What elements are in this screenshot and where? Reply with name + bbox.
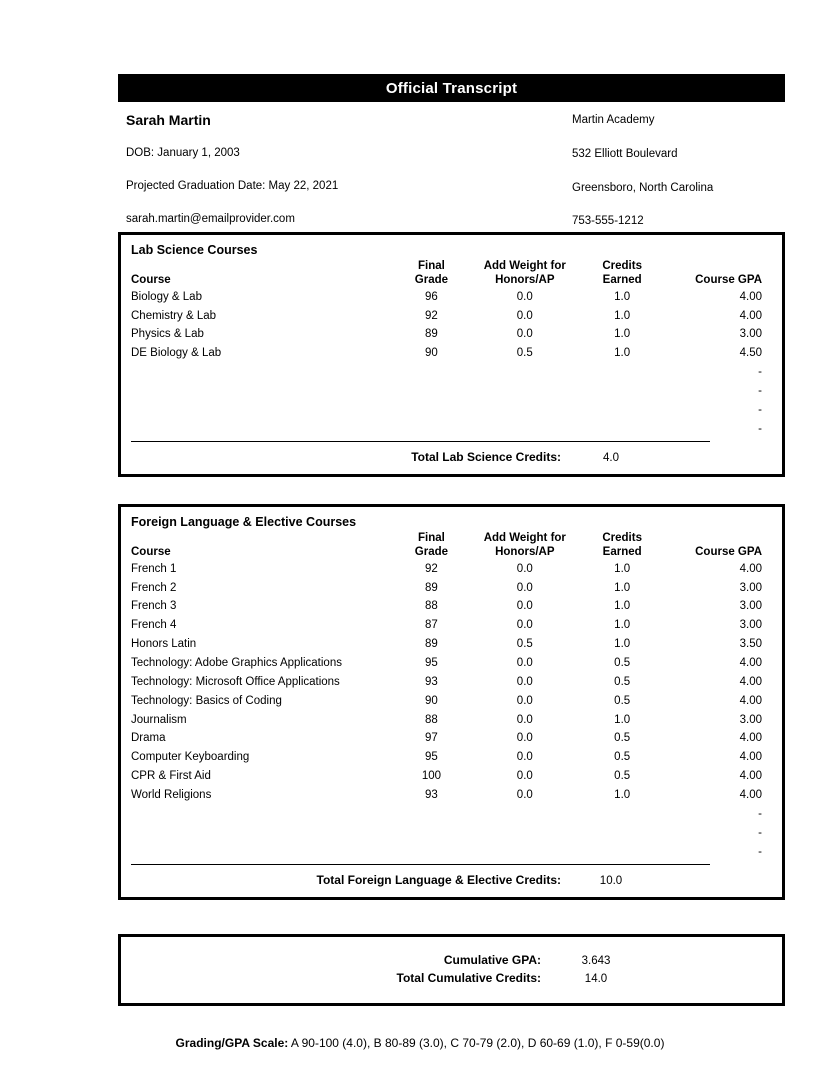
cell-course-gpa: 3.00 xyxy=(739,713,762,726)
column-header-add-weight-line1: Add Weight for xyxy=(483,532,566,544)
cell-credits-earned: 1.0 xyxy=(614,290,631,303)
cell-course: DE Biology & Lab xyxy=(131,347,222,360)
course-table xyxy=(131,259,772,439)
cell-course-gpa: 3.00 xyxy=(739,600,762,613)
table-row xyxy=(131,843,772,862)
cell-add-weight xyxy=(467,824,582,843)
cell-credits-earned xyxy=(582,401,662,420)
cell-final-grade: 93 xyxy=(425,789,438,802)
cell-credits-earned: 1.0 xyxy=(614,581,631,594)
cell-course-gpa: 4.00 xyxy=(739,675,762,688)
section-total-value: 4.0 xyxy=(603,451,619,464)
section-total-row xyxy=(131,865,772,891)
cumulative-gpa-row xyxy=(121,951,782,969)
cell-course: Journalism xyxy=(131,713,187,726)
column-header-final-grade-line1: Final xyxy=(417,260,445,272)
cell-final-grade: 89 xyxy=(425,581,438,594)
cell-add-weight: 0.0 xyxy=(516,751,533,764)
cell-course: Biology & Lab xyxy=(131,290,202,303)
cell-add-weight: 0.0 xyxy=(516,309,533,322)
section-title: Foreign Language & Elective Courses xyxy=(131,515,357,529)
cell-final-grade: 93 xyxy=(425,675,438,688)
cell-credits-earned: 1.0 xyxy=(614,328,631,341)
cell-course: Physics & Lab xyxy=(131,328,204,341)
student-dob: DOB: January 1, 2003 xyxy=(126,147,240,159)
table-row xyxy=(131,692,772,711)
table-row xyxy=(131,786,772,805)
course-table-body xyxy=(131,560,772,862)
table-row xyxy=(131,560,772,579)
cell-final-grade xyxy=(395,805,467,824)
cell-credits-earned: 0.5 xyxy=(614,694,631,707)
column-header-add-weight xyxy=(467,259,582,288)
cell-credits-earned: 1.0 xyxy=(614,619,631,632)
course-table xyxy=(131,531,772,862)
total-credits-label: Total Cumulative Credits: xyxy=(396,971,541,985)
cell-final-grade xyxy=(395,401,467,420)
table-row xyxy=(131,673,772,692)
cell-course: Honors Latin xyxy=(131,638,197,651)
table-row xyxy=(131,363,772,382)
table-header-row xyxy=(131,259,772,288)
cell-course xyxy=(131,420,395,439)
column-header-course-gpa-label: Course GPA xyxy=(695,546,762,559)
cumulative-gpa-value: 3.643 xyxy=(581,955,611,967)
cell-course-gpa: - xyxy=(758,366,762,379)
grading-scale-label: Grading/GPA Scale: xyxy=(175,1036,289,1050)
cell-course-gpa: - xyxy=(758,422,762,435)
column-header-credits-line2: Earned xyxy=(602,274,642,287)
cell-course-gpa: 3.00 xyxy=(739,581,762,594)
cell-credits-earned: 0.5 xyxy=(614,657,631,670)
cell-add-weight xyxy=(467,401,582,420)
cell-course-gpa: 4.00 xyxy=(739,732,762,745)
table-row xyxy=(131,382,772,401)
page-title: Official Transcript xyxy=(118,74,785,102)
cell-add-weight: 0.5 xyxy=(516,347,533,360)
column-header-add-weight-line2: Honors/AP xyxy=(495,274,555,287)
cell-credits-earned: 1.0 xyxy=(614,638,631,651)
table-row xyxy=(131,748,772,767)
cell-credits-earned xyxy=(582,824,662,843)
cell-final-grade xyxy=(395,843,467,862)
cell-course-gpa: 4.00 xyxy=(739,751,762,764)
cell-final-grade: 90 xyxy=(425,347,438,360)
column-header-credits-line1: Credits xyxy=(602,260,642,272)
course-table-body xyxy=(131,288,772,439)
column-header-add-weight-line1: Add Weight for xyxy=(483,260,566,272)
cell-course-gpa: 3.50 xyxy=(739,638,762,651)
section-total-value: 10.0 xyxy=(599,874,623,887)
cell-course-gpa: - xyxy=(758,845,762,858)
table-row xyxy=(131,401,772,420)
cell-course xyxy=(131,363,395,382)
cell-course: World Religions xyxy=(131,789,212,802)
cell-add-weight xyxy=(467,843,582,862)
student-info-block xyxy=(126,112,456,245)
cell-course-gpa: - xyxy=(758,826,762,839)
table-row xyxy=(131,288,772,307)
column-header-credits-line2: Earned xyxy=(602,546,642,559)
cell-credits-earned: 1.0 xyxy=(614,347,631,360)
cell-course xyxy=(131,843,395,862)
column-header-final-grade-line2: Grade xyxy=(414,546,449,559)
total-credits-row xyxy=(121,969,782,987)
cell-credits-earned: 1.0 xyxy=(614,713,631,726)
table-row xyxy=(131,579,772,598)
total-credits-value: 14.0 xyxy=(584,973,608,985)
cell-final-grade: 100 xyxy=(421,770,442,783)
cell-final-grade xyxy=(395,382,467,401)
cell-add-weight: 0.0 xyxy=(516,657,533,670)
cell-course: French 4 xyxy=(131,619,177,632)
column-header-course-label: Course xyxy=(131,274,171,287)
cell-course-gpa: 4.00 xyxy=(739,290,762,303)
cell-credits-earned: 1.0 xyxy=(614,562,631,575)
cell-course: Technology: Microsoft Office Applications xyxy=(131,675,340,688)
cell-credits-earned: 0.5 xyxy=(614,751,631,764)
school-info-block xyxy=(572,112,822,229)
cell-course: CPR & First Aid xyxy=(131,770,211,783)
cell-course xyxy=(131,401,395,420)
cumulative-gpa-label: Cumulative GPA: xyxy=(443,953,541,967)
column-header-final-grade xyxy=(395,259,467,288)
student-name: Sarah Martin xyxy=(126,112,211,128)
column-header-course-gpa xyxy=(662,531,772,560)
cell-add-weight xyxy=(467,363,582,382)
column-header-add-weight-line2: Honors/AP xyxy=(495,546,555,559)
school-phone: 753-555-1212 xyxy=(572,215,644,228)
cell-final-grade: 88 xyxy=(425,600,438,613)
cell-final-grade: 90 xyxy=(425,694,438,707)
school-address: 532 Elliott Boulevard xyxy=(572,147,678,160)
column-header-course-gpa xyxy=(662,259,772,288)
cell-course: Computer Keyboarding xyxy=(131,751,250,764)
cell-credits-earned: 0.5 xyxy=(614,770,631,783)
cell-course-gpa: 4.00 xyxy=(739,694,762,707)
column-header-final-grade xyxy=(395,531,467,560)
section-total-row xyxy=(131,442,772,468)
column-header-credits xyxy=(582,259,662,288)
cell-final-grade xyxy=(395,363,467,382)
cell-final-grade: 87 xyxy=(425,619,438,632)
cell-course xyxy=(131,824,395,843)
section-foreign-language-elective xyxy=(118,504,785,900)
cell-credits-earned: 1.0 xyxy=(614,600,631,613)
cell-credits-earned xyxy=(582,805,662,824)
cell-add-weight xyxy=(467,420,582,439)
cell-course-gpa: - xyxy=(758,807,762,820)
cell-course-gpa: - xyxy=(758,403,762,416)
cell-credits-earned xyxy=(582,420,662,439)
table-row xyxy=(131,654,772,673)
section-title: Lab Science Courses xyxy=(131,243,258,257)
column-header-final-grade-line2: Grade xyxy=(414,274,449,287)
table-row xyxy=(131,805,772,824)
column-header-course xyxy=(131,531,395,560)
table-row xyxy=(131,616,772,635)
summary-section xyxy=(118,934,785,1006)
cell-course: French 2 xyxy=(131,581,177,594)
cell-add-weight: 0.0 xyxy=(516,290,533,303)
cell-course-gpa: - xyxy=(758,385,762,398)
cell-final-grade: 95 xyxy=(425,657,438,670)
table-row xyxy=(131,767,772,786)
cell-course-gpa: 4.00 xyxy=(739,657,762,670)
cell-credits-earned: 0.5 xyxy=(614,732,631,745)
cell-final-grade xyxy=(395,420,467,439)
cell-course-gpa: 3.00 xyxy=(739,328,762,341)
cell-add-weight: 0.0 xyxy=(516,789,533,802)
school-name: Martin Academy xyxy=(572,114,655,126)
cell-add-weight xyxy=(467,805,582,824)
cell-add-weight: 0.0 xyxy=(516,732,533,745)
cell-course: Technology: Basics of Coding xyxy=(131,694,282,707)
table-row xyxy=(131,711,772,730)
column-header-course-label: Course xyxy=(131,546,171,559)
cell-add-weight: 0.5 xyxy=(516,638,533,651)
cell-course-gpa: 3.00 xyxy=(739,619,762,632)
cell-final-grade: 88 xyxy=(425,713,438,726)
column-header-add-weight xyxy=(467,531,582,560)
table-row xyxy=(131,325,772,344)
cell-final-grade: 89 xyxy=(425,328,438,341)
cell-course-gpa: 4.00 xyxy=(739,309,762,322)
cell-final-grade: 92 xyxy=(425,309,438,322)
cell-credits-earned: 0.5 xyxy=(614,675,631,688)
column-header-credits-line1: Credits xyxy=(602,532,642,544)
table-row xyxy=(131,344,772,363)
cell-credits-earned xyxy=(582,382,662,401)
cell-final-grade: 96 xyxy=(425,290,438,303)
cell-add-weight: 0.0 xyxy=(516,562,533,575)
column-header-course-gpa-label: Course GPA xyxy=(695,274,762,287)
cell-course-gpa: 4.50 xyxy=(739,347,762,360)
cell-credits-earned xyxy=(582,843,662,862)
section-total-label: Total Foreign Language & Elective Credits: xyxy=(316,872,561,887)
cell-add-weight xyxy=(467,382,582,401)
cell-credits-earned xyxy=(582,363,662,382)
column-header-course xyxy=(131,259,395,288)
cell-course: French 3 xyxy=(131,600,177,613)
cell-add-weight: 0.0 xyxy=(516,600,533,613)
table-row xyxy=(131,635,772,654)
cell-final-grade: 89 xyxy=(425,638,438,651)
table-row xyxy=(131,824,772,843)
cell-final-grade: 92 xyxy=(425,562,438,575)
table-header-row xyxy=(131,531,772,560)
cell-final-grade: 97 xyxy=(425,732,438,745)
cell-add-weight: 0.0 xyxy=(516,694,533,707)
cell-course-gpa: 4.00 xyxy=(739,562,762,575)
table-row xyxy=(131,729,772,748)
cell-course xyxy=(131,805,395,824)
column-header-final-grade-line1: Final xyxy=(418,532,445,544)
cell-add-weight: 0.0 xyxy=(516,328,533,341)
school-city-state: Greensboro, North Carolina xyxy=(572,181,714,194)
cell-course: Technology: Adobe Graphics Applications xyxy=(131,657,342,670)
student-email: sarah.martin@emailprovider.com xyxy=(126,212,295,225)
cell-credits-earned: 1.0 xyxy=(614,789,631,802)
cell-add-weight: 0.0 xyxy=(516,619,533,632)
cell-add-weight: 0.0 xyxy=(516,713,533,726)
cell-course-gpa: 4.00 xyxy=(739,789,762,802)
cell-add-weight: 0.0 xyxy=(516,770,533,783)
cell-credits-earned: 1.0 xyxy=(614,309,631,322)
section-lab-science xyxy=(118,232,785,477)
cell-final-grade: 95 xyxy=(425,751,438,764)
grading-scale-footer xyxy=(0,1036,840,1050)
cell-add-weight: 0.0 xyxy=(516,675,533,688)
column-header-credits xyxy=(582,531,662,560)
table-row xyxy=(131,307,772,326)
cell-final-grade xyxy=(395,824,467,843)
cell-course: Drama xyxy=(131,732,166,745)
cell-course: Chemistry & Lab xyxy=(131,309,217,322)
cell-course: French 1 xyxy=(131,562,177,575)
cell-course xyxy=(131,382,395,401)
cell-add-weight: 0.0 xyxy=(516,581,533,594)
table-row xyxy=(131,597,772,616)
cell-course-gpa: 4.00 xyxy=(739,770,762,783)
grading-scale-text: A 90-100 (4.0), B 80-89 (3.0), C 70-79 (2.0), D 60-69 (1.0), F 0-59(0.0) xyxy=(290,1036,665,1050)
section-total-label: Total Lab Science Credits: xyxy=(411,449,561,464)
table-row xyxy=(131,420,772,439)
student-graduation-date: Projected Graduation Date: May 22, 2021 xyxy=(126,179,339,192)
